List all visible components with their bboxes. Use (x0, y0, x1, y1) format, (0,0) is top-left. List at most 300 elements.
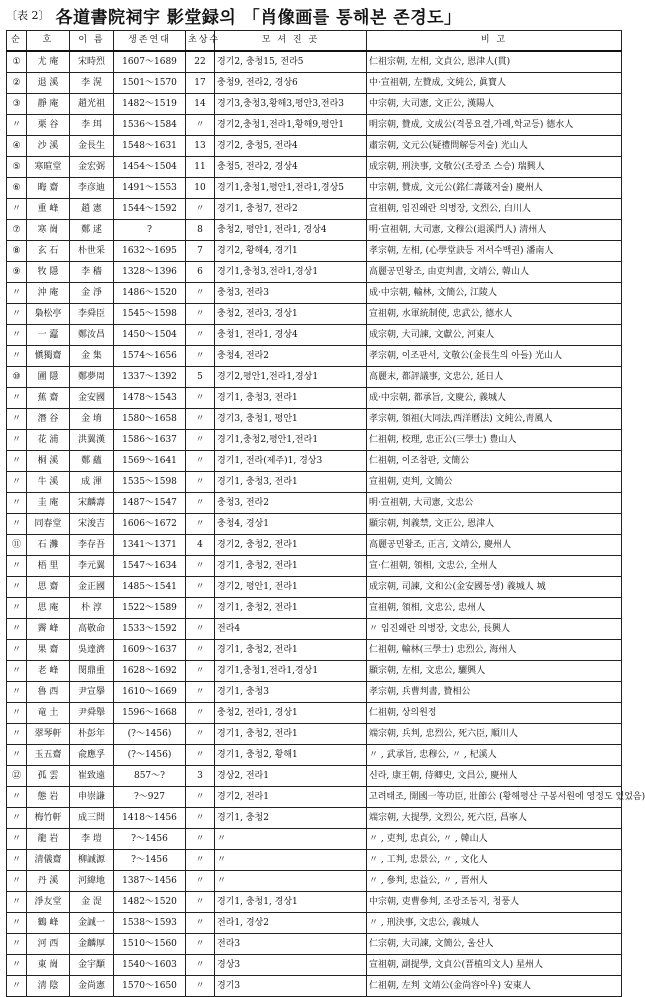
portrait-count-cell: 〃 (186, 577, 215, 598)
enshrined-places-cell: 경기1, 충청7, 전라2 (215, 199, 367, 220)
pen-name-cell: 梟松亭 (27, 304, 70, 325)
remarks-cell: 宣·仁祖朝, 領相, 文忠公, 全州人 (367, 556, 622, 577)
table-row (7, 157, 622, 178)
table-row (7, 640, 622, 661)
remarks-cell: 成宗朝, 司諫, 文和公(金安國동생) 義城人 城 (367, 577, 622, 598)
rank-cell: 〃 (7, 346, 27, 367)
enshrined-places-cell: 경기1,충청2,평안1,전라1 (215, 430, 367, 451)
remarks-cell: 仁祖朝, 校理, 忠正公(三學士) 豊山人 (367, 430, 622, 451)
pen-name-cell: 霽 峰 (27, 619, 70, 640)
pen-name-cell: 梅竹軒 (27, 808, 70, 829)
enshrined-places-cell: 경기1, 충청1, 경상1 (215, 892, 367, 913)
pen-name-cell: 丹 溪 (27, 871, 70, 892)
portrait-count-cell: 〃 (186, 745, 215, 766)
name-cell: 金麟厚 (70, 934, 114, 955)
lifespan-cell: ?～1456 (114, 829, 186, 850)
rank-cell: 〃 (7, 199, 27, 220)
rank-cell: ③ (7, 94, 27, 115)
rank-cell: 〃 (7, 472, 27, 493)
remarks-cell: 端宗朝, 兵判, 忠烈公, 死六臣, 順川人 (367, 724, 622, 745)
document-title (6, 2, 621, 28)
portrait-count-cell: 〃 (186, 598, 215, 619)
enshrined-places-cell: 경기2,평안1,전라1,경상1 (215, 367, 367, 388)
name-cell: 金宇顒 (70, 955, 114, 976)
portrait-count-cell: 11 (186, 157, 215, 178)
rank-cell: 〃 (7, 283, 27, 304)
enshrined-places-cell: 경기1,충청3,전라1,경상1 (215, 262, 367, 283)
enshrined-places-cell: 충청9, 전라2, 경상6 (215, 73, 367, 94)
remarks-cell: 成·中宗朝, 輸林, 文簡公, 江陵人 (367, 283, 622, 304)
rank-cell: 〃 (7, 514, 27, 535)
remarks-cell: 中·宣祖朝, 左贊成, 文純公, 眞寶人 (367, 73, 622, 94)
enshrined-places-cell: 경기1,충청1,평안1,전라1,경상5 (215, 178, 367, 199)
remarks-cell: 〃 , 刑決事, 文忠公, 義城人 (367, 913, 622, 934)
pen-name-cell: 愼獨齋 (27, 346, 70, 367)
table-row (7, 871, 622, 892)
remarks-cell: 〃 임진왜란 의병장, 文忠公, 長興人 (367, 619, 622, 640)
remarks-cell: 仁祖朝, 상의원정 (367, 703, 622, 724)
pen-name-cell: 沙 溪 (27, 136, 70, 157)
rank-cell: 〃 (7, 892, 27, 913)
lifespan-cell: 1586～1637 (114, 430, 186, 451)
rank-cell: 〃 (7, 955, 27, 976)
table-title: 各道書院祠宇 影堂録의 「肖像画를 통해본 존경도」 (55, 7, 462, 28)
lifespan-cell: 1547～1634 (114, 556, 186, 577)
table-row (7, 850, 622, 871)
rank-cell: 〃 (7, 829, 27, 850)
rank-cell: 〃 (7, 451, 27, 472)
portrait-count-cell: 〃 (186, 934, 215, 955)
rank-cell: 〃 (7, 640, 27, 661)
portrait-count-cell: 8 (186, 220, 215, 241)
pen-name-cell: 寒暄堂 (27, 157, 70, 178)
rank-cell: 〃 (7, 934, 27, 955)
name-cell: 成 渾 (70, 472, 114, 493)
remarks-cell: 〃 , 吏判, 忠貞公, 〃 , 韓山人 (367, 829, 622, 850)
name-cell: 金宏弼 (70, 157, 114, 178)
enshrined-places-cell: 경기2, 충청15, 전라5 (215, 51, 367, 73)
table-row (7, 304, 622, 325)
rank-cell: ⑦ (7, 220, 27, 241)
table-row (7, 94, 622, 115)
portrait-count-cell: 〃 (186, 724, 215, 745)
rank-cell: 〃 (7, 430, 27, 451)
remarks-cell: 仁祖朝, 輸林(三學士) 忠烈公, 海州人 (367, 640, 622, 661)
name-cell: 閔鼎重 (70, 661, 114, 682)
rank-cell: 〃 (7, 598, 27, 619)
name-cell: 朴彭年 (70, 724, 114, 745)
portrait-count-cell: 〃 (186, 493, 215, 514)
name-cell: 金 集 (70, 346, 114, 367)
remarks-cell: 肅宗朝, 文元公(疑禮問解등저술) 光山人 (367, 136, 622, 157)
portrait-count-cell: 〃 (186, 913, 215, 934)
table-row (7, 913, 622, 934)
rank-cell: ⑫ (7, 766, 27, 787)
pen-name-cell: 淸儀齋 (27, 850, 70, 871)
lifespan-cell: 1486～1520 (114, 283, 186, 304)
enshrined-places-cell: 전라1, 경상2 (215, 913, 367, 934)
pen-name-cell: 淸 陰 (27, 976, 70, 997)
enshrined-places-cell: 전라3 (215, 934, 367, 955)
pen-name-cell: 魯 西 (27, 682, 70, 703)
portrait-count-cell: 〃 (186, 661, 215, 682)
table-row (7, 955, 622, 976)
portrait-count-cell: 〃 (186, 409, 215, 430)
table-row (7, 241, 622, 262)
pen-name-cell: 東 崗 (27, 955, 70, 976)
table-row (7, 346, 622, 367)
table-row (7, 682, 622, 703)
name-cell: 李 穡 (70, 262, 114, 283)
table-row (7, 178, 622, 199)
remarks-cell: 高麗末, 都評議事, 文忠公, 延日人 (367, 367, 622, 388)
table-row (7, 598, 622, 619)
portrait-count-cell: 〃 (186, 451, 215, 472)
remarks-cell: 仁祖宗朝, 左相, 文貞公, 恩津人(貫) (367, 51, 622, 73)
table-row (7, 892, 622, 913)
table-row (7, 325, 622, 346)
rank-cell: 〃 (7, 661, 27, 682)
enshrined-places-cell: 경기1,충청1,전라1,경상1 (215, 661, 367, 682)
portrait-count-cell: 〃 (186, 703, 215, 724)
remarks-cell: 宣祖朝, 吏判, 文簡公 (367, 472, 622, 493)
enshrined-places-cell: 경기1, 충청2, 황해1 (215, 745, 367, 766)
enshrined-places-cell: 경기1, 전라(제주)1, 경상3 (215, 451, 367, 472)
rank-cell: ⑥ (7, 178, 27, 199)
pen-name-cell: 梧 里 (27, 556, 70, 577)
lifespan-cell: 1341～1371 (114, 535, 186, 556)
portrait-count-cell: 〃 (186, 304, 215, 325)
enshrined-places-cell: 〃 (215, 850, 367, 871)
name-cell: 金誠一 (70, 913, 114, 934)
header-enshrined-places: 모 셔 진 곳 (215, 31, 367, 52)
enshrined-places-cell: 충청2, 전라1, 경상1 (215, 703, 367, 724)
enshrined-places-cell: 경기1, 충청3 (215, 682, 367, 703)
name-cell: 李存吾 (70, 535, 114, 556)
enshrined-places-cell: 충청2, 전라3, 경상1 (215, 304, 367, 325)
lifespan-cell: 1478～1543 (114, 388, 186, 409)
remarks-cell: 宣祖朝, 임진왜란 의병장, 文烈公, 白川人 (367, 199, 622, 220)
name-cell: 河緯地 (70, 871, 114, 892)
enshrined-places-cell: 경기2, 평안1, 전라1 (215, 577, 367, 598)
pen-name-cell: 尤 庵 (27, 51, 70, 73)
enshrined-places-cell: 경기3 (215, 976, 367, 997)
remarks-cell: 明宗朝, 贊成, 文成公(격몽요결,가례,학교등) 德水人 (367, 115, 622, 136)
lifespan-cell: 1607～1689 (114, 51, 186, 73)
lifespan-cell: 1609～1637 (114, 640, 186, 661)
enshrined-places-cell: 경기2, 충청2, 전라1 (215, 535, 367, 556)
pen-name-cell: 圃 隱 (27, 367, 70, 388)
enshrined-places-cell: 경기2, 황해4, 경기1 (215, 241, 367, 262)
name-cell: 金正國 (70, 577, 114, 598)
enshrined-places-cell: 충청4, 전라2 (215, 346, 367, 367)
lifespan-cell: 1501～1570 (114, 73, 186, 94)
pen-name-cell: 退 溪 (27, 73, 70, 94)
lifespan-cell: 1610～1669 (114, 682, 186, 703)
name-cell: 兪應孚 (70, 745, 114, 766)
name-cell: 鄭夢周 (70, 367, 114, 388)
table-row (7, 724, 622, 745)
lifespan-cell: ? (114, 220, 186, 241)
remarks-cell: 孝宗朝, 左相, (心學堂訣등 저서수백권) 潘南人 (367, 241, 622, 262)
lifespan-cell: 1485～1541 (114, 577, 186, 598)
enshrined-places-cell: 경기1, 충청3, 전라1 (215, 388, 367, 409)
lifespan-cell: 1491～1553 (114, 178, 186, 199)
remarks-cell: 端宗朝, 大提學, 文烈公, 死六臣, 昌寧人 (367, 808, 622, 829)
table-row (7, 430, 622, 451)
portrait-count-cell: 4 (186, 535, 215, 556)
lifespan-cell: 1570～1650 (114, 976, 186, 997)
lifespan-cell: 1628～1692 (114, 661, 186, 682)
pen-name-cell: 淨友堂 (27, 892, 70, 913)
pen-name-cell: 桐 溪 (27, 451, 70, 472)
rank-cell: 〃 (7, 325, 27, 346)
portrait-count-cell: 〃 (186, 325, 215, 346)
rank-cell: 〃 (7, 703, 27, 724)
table-tag: 〔表 2〕 (6, 9, 50, 22)
remarks-cell: 高麗공민왕조, 正言, 文靖公, 慶州人 (367, 535, 622, 556)
table-row (7, 493, 622, 514)
pen-name-cell: 同春堂 (27, 514, 70, 535)
rank-cell: 〃 (7, 871, 27, 892)
lifespan-cell: 1548～1631 (114, 136, 186, 157)
portrait-count-cell: 〃 (186, 871, 215, 892)
lifespan-cell: 1418～1456 (114, 808, 186, 829)
lifespan-cell: 1535～1598 (114, 472, 186, 493)
pen-name-cell: 河 西 (27, 934, 70, 955)
table-row (7, 766, 622, 787)
lifespan-cell: 857～? (114, 766, 186, 787)
portrait-count-cell: 〃 (186, 472, 215, 493)
portrait-count-cell: 〃 (186, 976, 215, 997)
header-lifespan: 생존연대 (114, 31, 186, 52)
portrait-count-cell: 〃 (186, 430, 215, 451)
name-cell: 李 滉 (70, 73, 114, 94)
enshrined-places-cell: 충청5, 전라2, 경상4 (215, 157, 367, 178)
table-row (7, 577, 622, 598)
pen-name-cell: 一 蠧 (27, 325, 70, 346)
enshrined-places-cell: 충청2, 평안1, 전라1, 경상4 (215, 220, 367, 241)
remarks-cell: 仁宗朝, 大司諫, 文簡公, 울산人 (367, 934, 622, 955)
table-row (7, 136, 622, 157)
name-cell: 成三問 (70, 808, 114, 829)
table-row (7, 619, 622, 640)
table-row (7, 703, 622, 724)
rank-cell: 〃 (7, 619, 27, 640)
rank-cell: 〃 (7, 388, 27, 409)
portrait-count-cell: 〃 (186, 388, 215, 409)
name-cell: 尹舜舉 (70, 703, 114, 724)
name-cell: 鄭汝昌 (70, 325, 114, 346)
pen-name-cell: 鶴 峰 (27, 913, 70, 934)
pen-name-cell: 蕉 齋 (27, 388, 70, 409)
rank-cell: ② (7, 73, 27, 94)
name-cell: 宋浚吉 (70, 514, 114, 535)
table-row (7, 745, 622, 766)
remarks-cell: 宣祖朝, 副提學, 文貞公(晋植의文人) 星州人 (367, 955, 622, 976)
remarks-cell: 中宗朝, 贊成, 文元公(銘仁壽箴저술) 慶州人 (367, 178, 622, 199)
enshrined-places-cell: 경기3,충청3,황해3,평안3,전라3 (215, 94, 367, 115)
table-row (7, 976, 622, 997)
portrait-count-cell: 〃 (186, 892, 215, 913)
enshrined-places-cell: 경기1, 충청2, 전라1 (215, 640, 367, 661)
lifespan-cell: (?～1456) (114, 745, 186, 766)
pen-name-cell: 竜 土 (27, 703, 70, 724)
enshrined-places-cell: 충청1, 전라1, 경상4 (215, 325, 367, 346)
name-cell: 李舜臣 (70, 304, 114, 325)
name-cell: 崔致遠 (70, 766, 114, 787)
name-cell: 宋麟壽 (70, 493, 114, 514)
lifespan-cell: 1574～1656 (114, 346, 186, 367)
pen-name-cell: 玄 石 (27, 241, 70, 262)
rank-cell: ① (7, 51, 27, 73)
table-row (7, 514, 622, 535)
rank-cell: ⑩ (7, 367, 27, 388)
remarks-cell: 高麗공민왕조, 由吏判書, 文靖公, 韓山人 (367, 262, 622, 283)
enshrined-places-cell: 충청3, 전라2 (215, 493, 367, 514)
name-cell: 李 塏 (70, 829, 114, 850)
pen-name-cell: 重 峰 (27, 199, 70, 220)
pen-name-cell: 翠琴軒 (27, 724, 70, 745)
name-cell: 朴 淳 (70, 598, 114, 619)
pen-name-cell: 晦 齋 (27, 178, 70, 199)
portrait-count-cell: 13 (186, 136, 215, 157)
table-row (7, 808, 622, 829)
table-row (7, 409, 622, 430)
rank-cell: 〃 (7, 409, 27, 430)
portrait-count-cell: 〃 (186, 955, 215, 976)
pen-name-cell: 玉五齋 (27, 745, 70, 766)
lifespan-cell: 1522～1589 (114, 598, 186, 619)
header-rank: 순 (7, 31, 27, 52)
pen-name-cell: 寒 崗 (27, 220, 70, 241)
name-cell: 鄭 逑 (70, 220, 114, 241)
pen-name-cell: 沖 庵 (27, 283, 70, 304)
name-cell: 尹宣擧 (70, 682, 114, 703)
name-cell: 金尚憲 (70, 976, 114, 997)
table-row (7, 535, 622, 556)
remarks-cell: 成宗朝, 大司諫, 文獻公, 河東人 (367, 325, 622, 346)
enshrined-places-cell: 충청3, 전라3 (215, 283, 367, 304)
rank-cell: 〃 (7, 850, 27, 871)
enshrined-places-cell: 경기3, 충청1, 평안1 (215, 409, 367, 430)
table-row (7, 367, 622, 388)
rank-cell: 〃 (7, 556, 27, 577)
rank-cell: 〃 (7, 493, 27, 514)
pen-name-cell: 老 峰 (27, 661, 70, 682)
name-cell: 高敬命 (70, 619, 114, 640)
name-cell: 柳誠源 (70, 850, 114, 871)
pen-name-cell: 潛 谷 (27, 409, 70, 430)
lifespan-cell: 1596～1668 (114, 703, 186, 724)
remarks-cell: 宣祖朝, 水軍統制使, 忠武公, 德水人 (367, 304, 622, 325)
rank-cell: ④ (7, 136, 27, 157)
name-cell: 朴世采 (70, 241, 114, 262)
lifespan-cell: 1632～1695 (114, 241, 186, 262)
pen-name-cell: 牛 溪 (27, 472, 70, 493)
lifespan-cell: 1482～1519 (114, 94, 186, 115)
table-row (7, 199, 622, 220)
name-cell: 吳達濟 (70, 640, 114, 661)
lifespan-cell: 1545～1598 (114, 304, 186, 325)
remarks-cell: 中宗朝, 吏曹參判, 조광조동지, 청풍人 (367, 892, 622, 913)
portrait-count-cell: 7 (186, 241, 215, 262)
table-body (7, 51, 645, 997)
remarks-cell: 仁祖朝, 左判 文靖公(金尚容아우) 安東人 (367, 976, 622, 997)
pen-name-cell: 花 浦 (27, 430, 70, 451)
portrait-count-cell: 〃 (186, 115, 215, 136)
table-row (7, 472, 622, 493)
pen-name-cell: 石 灘 (27, 535, 70, 556)
enshrined-places-cell: 경기2,충청1,전라1,황해9,평안1 (215, 115, 367, 136)
portrait-count-cell: 〃 (186, 556, 215, 577)
remarks-cell: 신라, 康王朝, 侍卿史, 文昌公, 慶州人 (367, 766, 622, 787)
pen-name-cell: 態 岩 (27, 787, 70, 808)
table-row (7, 829, 622, 850)
rank-cell: 〃 (7, 724, 27, 745)
lifespan-cell: 1606～1672 (114, 514, 186, 535)
name-cell: 金 堉 (70, 409, 114, 430)
lifespan-cell: 1328～1396 (114, 262, 186, 283)
portrait-count-cell: 〃 (186, 829, 215, 850)
table-row (7, 51, 622, 73)
name-cell: 李元翼 (70, 556, 114, 577)
name-cell: 金長生 (70, 136, 114, 157)
table-row (7, 556, 622, 577)
rank-cell: 〃 (7, 976, 27, 997)
table-row (7, 220, 622, 241)
table-row (7, 283, 622, 304)
lifespan-cell: 1536～1584 (114, 115, 186, 136)
portrait-count-cell: 〃 (186, 199, 215, 220)
remarks-cell: 成宗朝, 刑決事, 文敬公(조광조 스승) 瑞興人 (367, 157, 622, 178)
lifespan-cell: 1540～1603 (114, 955, 186, 976)
portrait-count-cell: 〃 (186, 787, 215, 808)
lifespan-cell: 1337～1392 (114, 367, 186, 388)
name-cell: 李 珥 (70, 115, 114, 136)
portrait-count-cell: 6 (186, 262, 215, 283)
lifespan-cell: (?～1456) (114, 724, 186, 745)
lifespan-cell: 1544～1592 (114, 199, 186, 220)
header-remarks: 비 고 (367, 31, 622, 52)
portrait-count-cell: 5 (186, 367, 215, 388)
remarks-cell: 고려태조, 開國一等功臣, 壯節公 (황해평산 구봉서원에 영정도 있었음) (367, 787, 622, 808)
enshrined-places-cell: 경기1, 충청2, 전라1 (215, 556, 367, 577)
enshrined-places-cell: 전라4 (215, 619, 367, 640)
portrait-count-cell: 22 (186, 51, 215, 73)
rank-cell: 〃 (7, 304, 27, 325)
portrait-count-cell: 3 (186, 766, 215, 787)
name-cell: 李彦迪 (70, 178, 114, 199)
portrait-count-cell: 〃 (186, 850, 215, 871)
lifespan-cell: 1454～1504 (114, 157, 186, 178)
portrait-count-cell: 〃 (186, 619, 215, 640)
portrait-count-cell: 〃 (186, 283, 215, 304)
pen-name-cell: 思 齋 (27, 577, 70, 598)
pen-name-cell: 思 庵 (27, 598, 70, 619)
lifespan-cell: 1580～1658 (114, 409, 186, 430)
enshrined-places-cell: 〃 (215, 871, 367, 892)
header-portrait-count: 초상수 (186, 31, 215, 52)
remarks-cell: 孝宗朝, 이조판서, 文敬公(金長生의 아들) 光山人 (367, 346, 622, 367)
remarks-cell: 孝宗朝, 領祖(大同法,西洋曆法) 文純公,靑風人 (367, 409, 622, 430)
rank-cell: ⑤ (7, 157, 27, 178)
name-cell: 趙光祖 (70, 94, 114, 115)
portrait-count-cell: 17 (186, 73, 215, 94)
header-name: 이 름 (70, 31, 114, 52)
name-cell: 宋時烈 (70, 51, 114, 73)
enshrined-places-cell: 경기2, 충청5, 전라4 (215, 136, 367, 157)
